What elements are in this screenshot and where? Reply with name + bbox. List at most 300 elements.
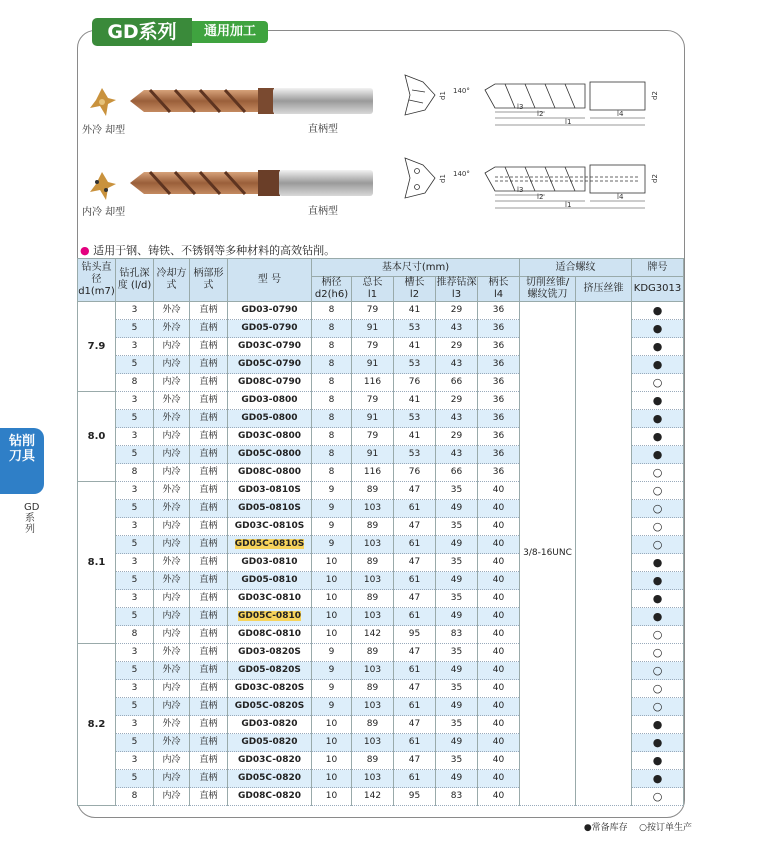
cell-l1: 103 bbox=[352, 698, 394, 716]
cell-l1: 103 bbox=[352, 572, 394, 590]
cell-model: GD03-0810S bbox=[228, 482, 312, 500]
cell-depth: 8 bbox=[116, 788, 154, 806]
cell-shank: 直柄 bbox=[190, 644, 228, 662]
legend-stock: ●常备库存 bbox=[583, 823, 628, 833]
cell-l1: 91 bbox=[352, 356, 394, 374]
cell-cooling: 内冷 bbox=[154, 518, 190, 536]
cell-grade: ○ bbox=[632, 662, 684, 680]
cell-model: GD03-0820 bbox=[228, 716, 312, 734]
header-dims: 基本尺寸(mm) bbox=[312, 259, 520, 277]
cell-l2: 61 bbox=[394, 608, 436, 626]
legend bbox=[584, 820, 692, 833]
header-press-tap: 挤压丝锥 bbox=[576, 277, 632, 302]
drill-tip-coolant-icon bbox=[86, 170, 118, 202]
cell-l1: 89 bbox=[352, 644, 394, 662]
cell-cooling: 内冷 bbox=[154, 338, 190, 356]
cell-depth: 3 bbox=[116, 680, 154, 698]
cell-l4: 36 bbox=[478, 446, 520, 464]
cell-grade: ● bbox=[632, 428, 684, 446]
cell-shank: 直柄 bbox=[190, 662, 228, 680]
cell-l4: 40 bbox=[478, 752, 520, 770]
header-l3: 推荐钻深 l3 bbox=[436, 277, 477, 300]
drill-image-external bbox=[130, 84, 375, 118]
cell-model: GD05C-0810S bbox=[228, 536, 312, 554]
cell-l3: 43 bbox=[436, 410, 478, 428]
thread-cut-tap: 3/8-16UNC bbox=[520, 302, 576, 806]
cell-d2: 10 bbox=[312, 788, 352, 806]
cell-depth: 5 bbox=[116, 608, 154, 626]
cell-d2: 9 bbox=[312, 536, 352, 554]
cell-depth: 3 bbox=[116, 752, 154, 770]
header-grade: 牌号 bbox=[632, 259, 684, 277]
header-l1: 总长 l1 bbox=[352, 277, 394, 302]
cell-model: GD08C-0790 bbox=[228, 374, 312, 392]
cell-l3: 29 bbox=[436, 392, 478, 410]
cell-l2: 61 bbox=[394, 698, 436, 716]
cell-depth: 5 bbox=[116, 410, 154, 428]
cell-shank: 直柄 bbox=[190, 392, 228, 410]
cell-grade: ● bbox=[632, 770, 684, 788]
note-text: 适用于钢、铸铁、不锈钢等多种材料的高效钻削。 bbox=[93, 244, 336, 257]
cell-l4: 40 bbox=[478, 626, 520, 644]
drill-image-internal bbox=[130, 166, 375, 200]
cell-l3: 49 bbox=[436, 770, 478, 788]
cell-grade: ● bbox=[632, 752, 684, 770]
header-model: 型 号 bbox=[228, 259, 312, 302]
cell-shank: 直柄 bbox=[190, 428, 228, 446]
cell-d2: 9 bbox=[312, 680, 352, 698]
cell-shank: 直柄 bbox=[190, 590, 228, 608]
cell-l1: 89 bbox=[352, 590, 394, 608]
cell-model: GD08C-0800 bbox=[228, 464, 312, 482]
header-dia: 钻头直径 d1(m7) bbox=[78, 259, 116, 302]
cell-l4: 40 bbox=[478, 716, 520, 734]
cell-shank: 直柄 bbox=[190, 752, 228, 770]
cell-d2: 10 bbox=[312, 608, 352, 626]
application-note bbox=[80, 242, 335, 258]
cell-shank: 直柄 bbox=[190, 770, 228, 788]
cell-cooling: 外冷 bbox=[154, 716, 190, 734]
cell-l4: 40 bbox=[478, 788, 520, 806]
cell-shank: 直柄 bbox=[190, 626, 228, 644]
header-l4: 柄长 l4 bbox=[478, 277, 520, 302]
cell-depth: 5 bbox=[116, 446, 154, 464]
cell-depth: 3 bbox=[116, 716, 154, 734]
technical-drawing-external bbox=[395, 70, 680, 140]
cell-l1: 116 bbox=[352, 464, 394, 482]
dim-l2: l2 bbox=[537, 110, 544, 118]
cell-l3: 43 bbox=[436, 320, 478, 338]
cell-l4: 36 bbox=[478, 356, 520, 374]
cell-depth: 3 bbox=[116, 338, 154, 356]
sidebar-tab bbox=[0, 428, 44, 494]
cell-shank: 直柄 bbox=[190, 536, 228, 554]
cell-depth: 8 bbox=[116, 464, 154, 482]
cell-l4: 36 bbox=[478, 320, 520, 338]
cell-model: GD03C-0810 bbox=[228, 590, 312, 608]
cell-depth: 5 bbox=[116, 320, 154, 338]
thread-press-tap bbox=[576, 302, 632, 806]
cell-grade: ● bbox=[632, 392, 684, 410]
cell-cooling: 内冷 bbox=[154, 752, 190, 770]
sidebar-subtitle: GD系列 bbox=[24, 502, 40, 535]
cell-model: GD05C-0820 bbox=[228, 770, 312, 788]
cell-cooling: 内冷 bbox=[154, 590, 190, 608]
cell-d2: 9 bbox=[312, 500, 352, 518]
cell-l4: 40 bbox=[478, 500, 520, 518]
cell-cooling: 内冷 bbox=[154, 698, 190, 716]
cell-grade: ● bbox=[632, 554, 684, 572]
cell-cooling: 内冷 bbox=[154, 536, 190, 554]
dim-l3: l3 bbox=[517, 103, 524, 111]
cell-l1: 89 bbox=[352, 752, 394, 770]
cell-d2: 10 bbox=[312, 752, 352, 770]
cell-l1: 91 bbox=[352, 446, 394, 464]
cell-l3: 43 bbox=[436, 446, 478, 464]
cell-cooling: 外冷 bbox=[154, 392, 190, 410]
cell-d2: 8 bbox=[312, 338, 352, 356]
cell-l3: 35 bbox=[436, 482, 478, 500]
dim-l4-2: l4 bbox=[617, 193, 624, 201]
cell-l4: 40 bbox=[478, 734, 520, 752]
dim-l1: l1 bbox=[565, 118, 572, 126]
shank-label-internal: 直柄型 bbox=[308, 206, 338, 217]
cell-depth: 5 bbox=[116, 536, 154, 554]
cell-l4: 40 bbox=[478, 608, 520, 626]
cell-l4: 40 bbox=[478, 482, 520, 500]
cell-model: GD05C-0810 bbox=[228, 608, 312, 626]
cell-d2: 9 bbox=[312, 482, 352, 500]
cell-l3: 66 bbox=[436, 464, 478, 482]
cell-grade: ● bbox=[632, 608, 684, 626]
drill-diameter: 7.9 bbox=[78, 302, 116, 392]
cell-cooling: 外冷 bbox=[154, 482, 190, 500]
cell-l1: 89 bbox=[352, 680, 394, 698]
cell-l2: 76 bbox=[394, 374, 436, 392]
cell-d2: 8 bbox=[312, 428, 352, 446]
technical-drawing-internal bbox=[395, 153, 680, 223]
cell-grade: ● bbox=[632, 716, 684, 734]
cell-l4: 40 bbox=[478, 770, 520, 788]
cell-l2: 47 bbox=[394, 752, 436, 770]
cell-l2: 61 bbox=[394, 500, 436, 518]
cell-grade: ● bbox=[632, 356, 684, 374]
cell-model: GD03-0810 bbox=[228, 554, 312, 572]
cell-cooling: 内冷 bbox=[154, 626, 190, 644]
cell-l1: 142 bbox=[352, 626, 394, 644]
cell-d2: 8 bbox=[312, 410, 352, 428]
cell-d2: 8 bbox=[312, 392, 352, 410]
series-subtitle: 通用加工 bbox=[192, 21, 268, 43]
cell-l1: 116 bbox=[352, 374, 394, 392]
cell-l2: 47 bbox=[394, 554, 436, 572]
cell-l4: 36 bbox=[478, 428, 520, 446]
cell-cooling: 内冷 bbox=[154, 770, 190, 788]
cell-grade: ● bbox=[632, 320, 684, 338]
cell-grade: ○ bbox=[632, 536, 684, 554]
cell-l1: 79 bbox=[352, 392, 394, 410]
cell-shank: 直柄 bbox=[190, 500, 228, 518]
cell-shank: 直柄 bbox=[190, 374, 228, 392]
cell-shank: 直柄 bbox=[190, 410, 228, 428]
cell-model: GD05-0820 bbox=[228, 734, 312, 752]
cell-l1: 103 bbox=[352, 770, 394, 788]
cell-depth: 5 bbox=[116, 356, 154, 374]
cell-d2: 10 bbox=[312, 554, 352, 572]
cell-shank: 直柄 bbox=[190, 356, 228, 374]
cell-grade: ○ bbox=[632, 500, 684, 518]
drill-diameter: 8.1 bbox=[78, 482, 116, 644]
cell-shank: 直柄 bbox=[190, 320, 228, 338]
cell-d2: 10 bbox=[312, 716, 352, 734]
cell-d2: 8 bbox=[312, 356, 352, 374]
cell-d2: 9 bbox=[312, 518, 352, 536]
cell-l3: 35 bbox=[436, 716, 478, 734]
cell-cooling: 内冷 bbox=[154, 356, 190, 374]
cell-cooling: 外冷 bbox=[154, 500, 190, 518]
header-depth: 钻孔深度 (l/d) bbox=[116, 259, 154, 302]
cooling-label-external: 外冷 却型 bbox=[82, 125, 126, 136]
cell-l1: 91 bbox=[352, 320, 394, 338]
cell-l3: 29 bbox=[436, 428, 478, 446]
cell-grade: ○ bbox=[632, 374, 684, 392]
cell-shank: 直柄 bbox=[190, 788, 228, 806]
cell-d2: 10 bbox=[312, 590, 352, 608]
table-row bbox=[78, 302, 684, 320]
cell-l1: 79 bbox=[352, 302, 394, 320]
cell-l3: 49 bbox=[436, 500, 478, 518]
dim-d1: d1 bbox=[439, 91, 447, 100]
cell-d2: 10 bbox=[312, 770, 352, 788]
cell-l2: 53 bbox=[394, 320, 436, 338]
cell-cooling: 内冷 bbox=[154, 464, 190, 482]
cell-l4: 36 bbox=[478, 392, 520, 410]
cell-depth: 5 bbox=[116, 662, 154, 680]
cell-depth: 5 bbox=[116, 572, 154, 590]
cell-grade: ● bbox=[632, 590, 684, 608]
cell-grade: ○ bbox=[632, 464, 684, 482]
legend-order: ○按订单生产 bbox=[639, 823, 692, 833]
cell-cooling: 外冷 bbox=[154, 320, 190, 338]
cell-cooling: 内冷 bbox=[154, 608, 190, 626]
bullet-icon: ● bbox=[80, 244, 90, 257]
cell-l3: 29 bbox=[436, 302, 478, 320]
cell-d2: 9 bbox=[312, 698, 352, 716]
cell-l4: 40 bbox=[478, 554, 520, 572]
cell-model: GD03-0820S bbox=[228, 644, 312, 662]
cell-shank: 直柄 bbox=[190, 338, 228, 356]
cell-grade: ● bbox=[632, 446, 684, 464]
cell-l3: 35 bbox=[436, 554, 478, 572]
cell-l1: 142 bbox=[352, 788, 394, 806]
cell-l4: 36 bbox=[478, 302, 520, 320]
cell-l2: 53 bbox=[394, 356, 436, 374]
cell-d2: 8 bbox=[312, 464, 352, 482]
drill-tip-icon bbox=[86, 86, 118, 118]
cell-model: GD05-0800 bbox=[228, 410, 312, 428]
dim-l4: l4 bbox=[617, 110, 624, 118]
cell-l1: 79 bbox=[352, 428, 394, 446]
shank-label-external: 直柄型 bbox=[308, 124, 338, 135]
cell-cooling: 外冷 bbox=[154, 644, 190, 662]
cell-grade: ○ bbox=[632, 626, 684, 644]
cell-l1: 103 bbox=[352, 608, 394, 626]
cell-l1: 89 bbox=[352, 716, 394, 734]
cell-l1: 103 bbox=[352, 536, 394, 554]
dim-d2-2: d2 bbox=[651, 174, 659, 183]
cell-l4: 36 bbox=[478, 374, 520, 392]
cell-l1: 89 bbox=[352, 554, 394, 572]
series-title bbox=[92, 18, 268, 46]
cell-l3: 35 bbox=[436, 518, 478, 536]
cell-shank: 直柄 bbox=[190, 716, 228, 734]
cell-cooling: 内冷 bbox=[154, 428, 190, 446]
cell-model: GD08C-0810 bbox=[228, 626, 312, 644]
cell-l1: 103 bbox=[352, 734, 394, 752]
cell-shank: 直柄 bbox=[190, 446, 228, 464]
cell-model: GD03C-0820S bbox=[228, 680, 312, 698]
cell-l1: 103 bbox=[352, 500, 394, 518]
cell-l3: 35 bbox=[436, 590, 478, 608]
cell-model: GD03-0800 bbox=[228, 392, 312, 410]
cell-depth: 3 bbox=[116, 644, 154, 662]
cell-model: GD05C-0800 bbox=[228, 446, 312, 464]
spec-table bbox=[77, 258, 684, 806]
cell-cooling: 外冷 bbox=[154, 662, 190, 680]
drill-diameter: 8.2 bbox=[78, 644, 116, 806]
cell-l2: 53 bbox=[394, 446, 436, 464]
dim-angle: 140° bbox=[453, 87, 470, 95]
cell-shank: 直柄 bbox=[190, 734, 228, 752]
cell-shank: 直柄 bbox=[190, 482, 228, 500]
cell-shank: 直柄 bbox=[190, 680, 228, 698]
header-cooling: 冷却方式 bbox=[154, 259, 190, 302]
cell-shank: 直柄 bbox=[190, 698, 228, 716]
cell-d2: 8 bbox=[312, 320, 352, 338]
cell-l2: 47 bbox=[394, 644, 436, 662]
cell-l4: 40 bbox=[478, 572, 520, 590]
cell-l2: 47 bbox=[394, 482, 436, 500]
header-thread: 适合螺纹 bbox=[520, 259, 632, 277]
cell-model: GD03C-0820 bbox=[228, 752, 312, 770]
cell-l2: 61 bbox=[394, 770, 436, 788]
cell-l3: 43 bbox=[436, 356, 478, 374]
cell-d2: 9 bbox=[312, 662, 352, 680]
cell-grade: ○ bbox=[632, 680, 684, 698]
cell-depth: 5 bbox=[116, 770, 154, 788]
cell-l2: 47 bbox=[394, 590, 436, 608]
cell-model: GD05C-0790 bbox=[228, 356, 312, 374]
cell-l2: 41 bbox=[394, 428, 436, 446]
cell-d2: 10 bbox=[312, 734, 352, 752]
dim-l1-2: l1 bbox=[565, 201, 572, 209]
cell-l2: 41 bbox=[394, 392, 436, 410]
cell-depth: 5 bbox=[116, 698, 154, 716]
cell-shank: 直柄 bbox=[190, 518, 228, 536]
cell-l2: 47 bbox=[394, 518, 436, 536]
cell-grade: ○ bbox=[632, 698, 684, 716]
cell-l1: 79 bbox=[352, 338, 394, 356]
cell-l3: 83 bbox=[436, 626, 478, 644]
cell-grade: ● bbox=[632, 572, 684, 590]
cell-depth: 3 bbox=[116, 482, 154, 500]
cell-l2: 47 bbox=[394, 680, 436, 698]
cell-depth: 3 bbox=[116, 518, 154, 536]
cell-l1: 89 bbox=[352, 482, 394, 500]
dim-angle-2: 140° bbox=[453, 170, 470, 178]
cell-l4: 40 bbox=[478, 662, 520, 680]
header-shank: 柄部形式 bbox=[190, 259, 228, 302]
cell-shank: 直柄 bbox=[190, 464, 228, 482]
cell-cooling: 外冷 bbox=[154, 734, 190, 752]
cell-model: GD05-0790 bbox=[228, 320, 312, 338]
cell-depth: 3 bbox=[116, 428, 154, 446]
cell-grade: ○ bbox=[632, 482, 684, 500]
cell-cooling: 外冷 bbox=[154, 302, 190, 320]
cell-l4: 36 bbox=[478, 338, 520, 356]
header-kdg: KDG3013 bbox=[632, 277, 684, 302]
cell-cooling: 外冷 bbox=[154, 554, 190, 572]
cell-cooling: 内冷 bbox=[154, 446, 190, 464]
cell-cooling: 外冷 bbox=[154, 410, 190, 428]
cell-l4: 40 bbox=[478, 536, 520, 554]
cell-grade: ○ bbox=[632, 518, 684, 536]
cell-cooling: 外冷 bbox=[154, 572, 190, 590]
cell-shank: 直柄 bbox=[190, 608, 228, 626]
cell-model: GD05-0810S bbox=[228, 500, 312, 518]
cell-model: GD03C-0810S bbox=[228, 518, 312, 536]
cell-depth: 3 bbox=[116, 554, 154, 572]
cell-grade: ● bbox=[632, 410, 684, 428]
cell-l4: 40 bbox=[478, 698, 520, 716]
cell-l3: 29 bbox=[436, 338, 478, 356]
cell-l2: 47 bbox=[394, 716, 436, 734]
drill-diameter: 8.0 bbox=[78, 392, 116, 482]
cell-model: GD03-0790 bbox=[228, 302, 312, 320]
cell-d2: 10 bbox=[312, 626, 352, 644]
cell-l2: 61 bbox=[394, 662, 436, 680]
cell-l2: 95 bbox=[394, 788, 436, 806]
cell-cooling: 内冷 bbox=[154, 680, 190, 698]
header-d2: 柄径 d2(h6) bbox=[312, 277, 352, 302]
cell-d2: 8 bbox=[312, 302, 352, 320]
cell-l3: 49 bbox=[436, 536, 478, 554]
cell-depth: 8 bbox=[116, 374, 154, 392]
cell-l2: 61 bbox=[394, 572, 436, 590]
cell-l3: 49 bbox=[436, 662, 478, 680]
cell-l2: 76 bbox=[394, 464, 436, 482]
cell-shank: 直柄 bbox=[190, 302, 228, 320]
cell-l2: 41 bbox=[394, 338, 436, 356]
cell-l1: 91 bbox=[352, 410, 394, 428]
cell-l3: 35 bbox=[436, 644, 478, 662]
cell-l4: 36 bbox=[478, 410, 520, 428]
cell-l4: 40 bbox=[478, 680, 520, 698]
cell-model: GD05-0810 bbox=[228, 572, 312, 590]
cell-model: GD03C-0800 bbox=[228, 428, 312, 446]
cell-model: GD08C-0820 bbox=[228, 788, 312, 806]
sidebar-tab-label: 钻削刀具 bbox=[8, 434, 35, 464]
cell-d2: 10 bbox=[312, 572, 352, 590]
cell-l2: 61 bbox=[394, 536, 436, 554]
cell-grade: ● bbox=[632, 338, 684, 356]
cell-l3: 49 bbox=[436, 572, 478, 590]
cell-l3: 83 bbox=[436, 788, 478, 806]
cell-model: GD05C-0820S bbox=[228, 698, 312, 716]
cell-l2: 53 bbox=[394, 410, 436, 428]
dim-l2-2: l2 bbox=[537, 193, 544, 201]
cell-depth: 3 bbox=[116, 590, 154, 608]
